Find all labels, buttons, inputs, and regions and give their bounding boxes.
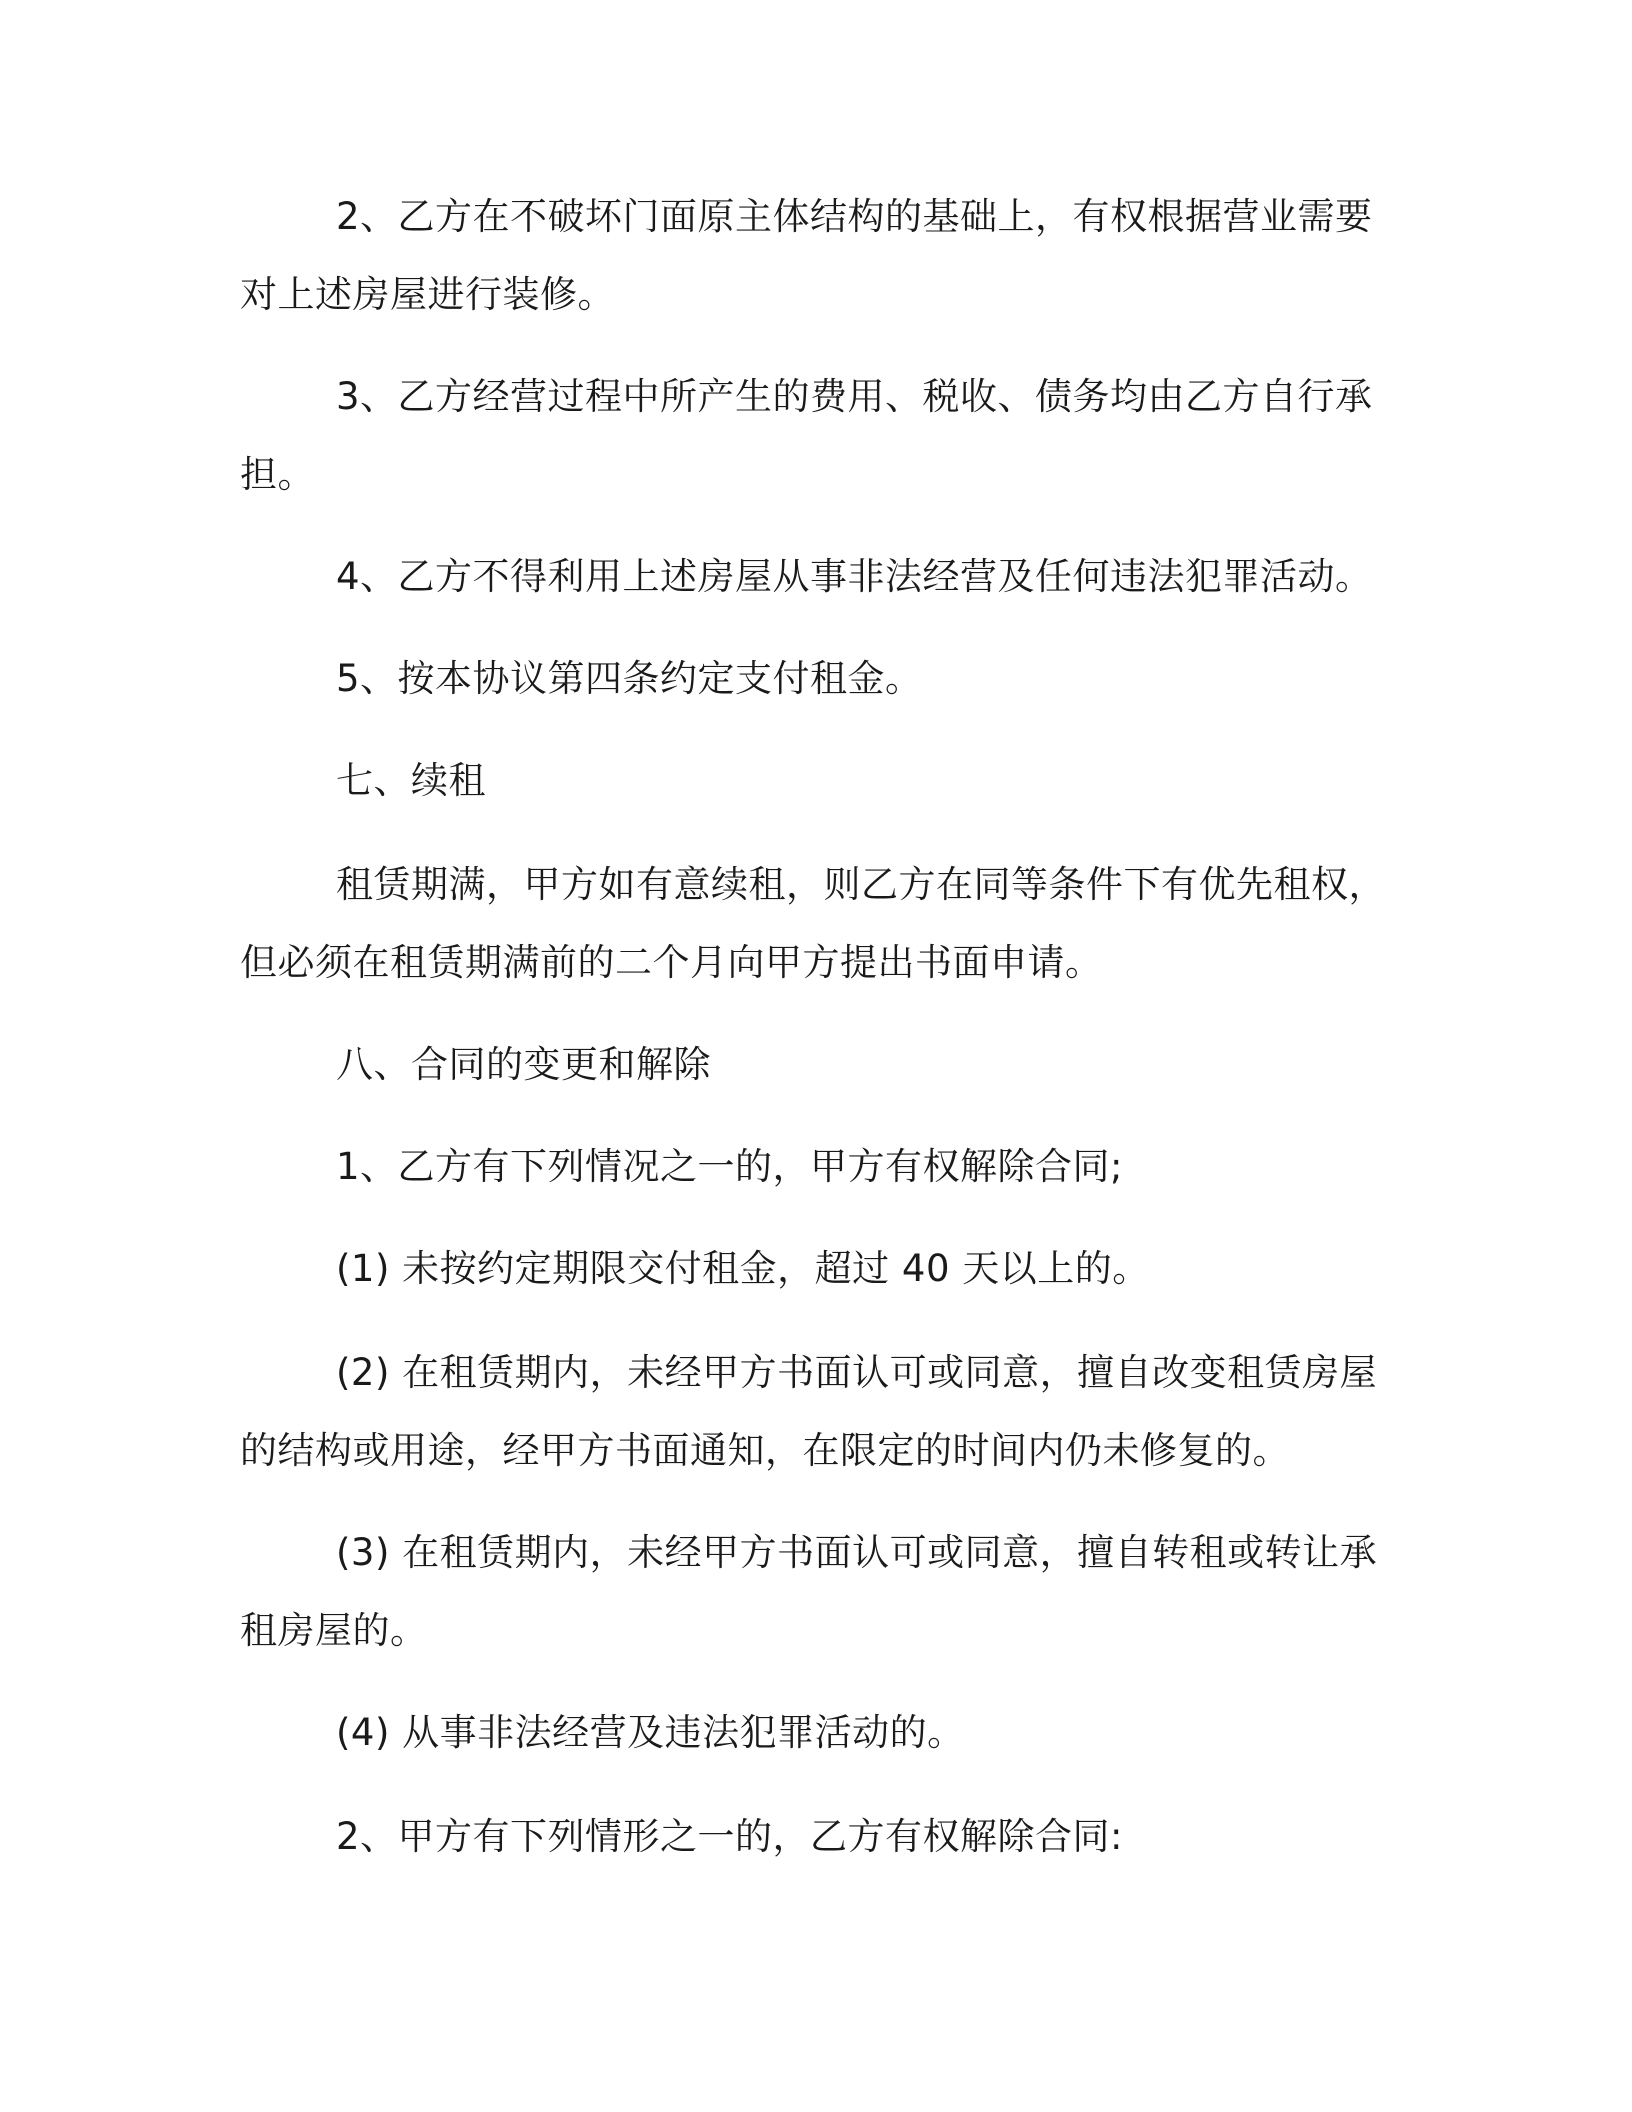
paragraph-item-4 xyxy=(240,1694,1360,1772)
section-heading-renewal xyxy=(240,742,1360,820)
section-heading-change-termination xyxy=(240,1026,1360,1104)
text-line: 对上述房屋进行装修。 xyxy=(240,273,615,316)
text-line: (3) 在租赁期内，未经甲方书面认可或同意，擅自转租或转让承 xyxy=(336,1531,1378,1574)
paragraph-item-3 xyxy=(240,1514,1378,1670)
text-line: 但必须在租赁期满前的二个月向甲方提出书面申请。 xyxy=(240,941,1103,984)
text-line: 八、合同的变更和解除 xyxy=(336,1043,711,1086)
text-line: (2) 在租赁期内，未经甲方书面认可或同意，擅自改变租赁房屋 xyxy=(336,1351,1378,1394)
paragraph-clause-8-2 xyxy=(240,1798,1360,1876)
text-line: (4) 从事非法经营及违法犯罪活动的。 xyxy=(336,1711,965,1754)
text-line: 的结构或用途，经甲方书面通知，在限定的时间内仍未修复的。 xyxy=(240,1429,1290,1472)
paragraph-clause-8-1 xyxy=(240,1128,1360,1206)
text-line: 租房屋的。 xyxy=(240,1609,428,1652)
text-line: 七、续租 xyxy=(336,759,486,802)
paragraph-renewal-terms xyxy=(240,846,1386,1002)
text-line: 租赁期满，甲方如有意续租，则乙方在同等条件下有优先租权， xyxy=(336,863,1386,906)
text-line: (1) 未按约定期限交付租金，超过 40 天以上的。 xyxy=(336,1247,1150,1290)
text-line: 4、乙方不得利用上述房屋从事非法经营及任何违法犯罪活动。 xyxy=(336,555,1373,598)
text-line: 2、乙方在不破坏门面原主体结构的基础上，有权根据营业需要 xyxy=(336,195,1373,238)
paragraph-clause-6-3 xyxy=(240,358,1373,514)
text-line: 2、甲方有下列情形之一的，乙方有权解除合同: xyxy=(336,1815,1124,1858)
text-line: 5、按本协议第四条约定支付租金。 xyxy=(336,657,923,700)
paragraph-item-1 xyxy=(240,1230,1360,1308)
text-line: 3、乙方经营过程中所产生的费用、税收、债务均由乙方自行承 xyxy=(336,375,1373,418)
text-line: 担。 xyxy=(240,453,315,496)
paragraph-clause-6-4 xyxy=(240,538,1373,616)
paragraph-clause-6-2 xyxy=(240,178,1373,334)
paragraph-item-2 xyxy=(240,1334,1378,1490)
text-line: 1、乙方有下列情况之一的，甲方有权解除合同; xyxy=(336,1145,1124,1188)
paragraph-clause-6-5 xyxy=(240,640,1360,718)
